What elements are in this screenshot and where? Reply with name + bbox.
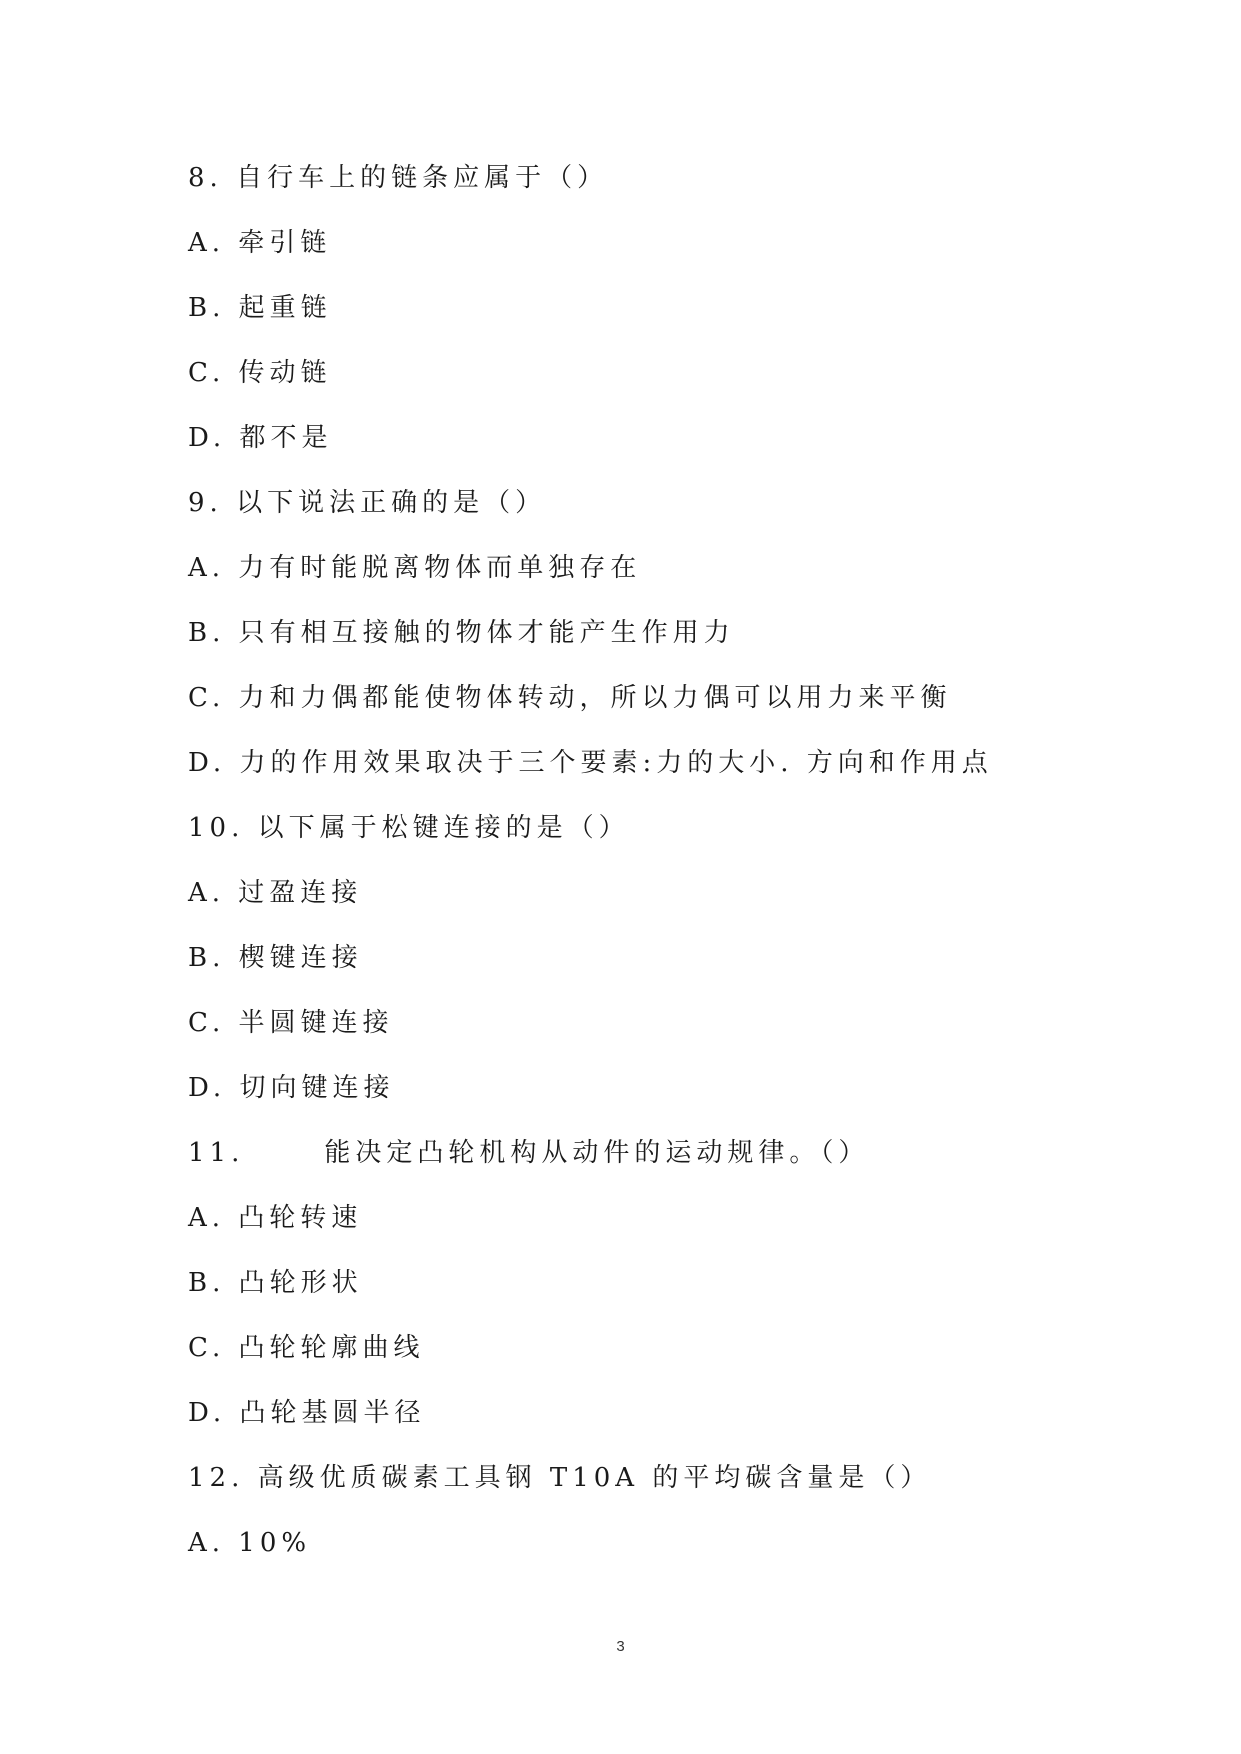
- answer-option: C. 力和力偶都能使物体转动，所以力偶可以用力来平衡: [188, 683, 952, 713]
- answer-option: A. 过盈连接: [188, 878, 363, 908]
- answer-option: D. 切向键连接: [188, 1073, 395, 1103]
- answer-option: A. 凸轮转速: [188, 1203, 363, 1233]
- question-stem: 9. 以下说法正确的是（）: [188, 488, 547, 518]
- question-stem: [188, 1135, 1148, 1200]
- answer-option: C. 传动链: [188, 358, 332, 388]
- answer-option: C. 凸轮轮廓曲线: [188, 1333, 425, 1363]
- question-stem: 10. 以下属于松键连接的是（）: [188, 813, 630, 843]
- question-number: 11.: [188, 1138, 245, 1168]
- answer-option: B. 凸轮形状: [188, 1268, 363, 1298]
- question-stem: 12. 高级优质碳素工具钢 T10A 的平均碳含量是（）: [188, 1463, 932, 1493]
- answer-option: D. 都不是: [188, 423, 333, 453]
- answer-option: D. 力的作用效果取决于三个要素:力的大小. 方向和作用点: [188, 748, 993, 778]
- question-text: 能决定凸轮机构从动件的运动规律。（）: [324, 1138, 870, 1168]
- answer-option: D. 凸轮基圆半径: [188, 1398, 426, 1428]
- page-number: 3: [616, 1638, 625, 1655]
- question-list: [188, 160, 1148, 1590]
- question-stem: 8. 自行车上的链条应属于（）: [188, 163, 609, 193]
- answer-option: A. 10%: [188, 1528, 312, 1558]
- answer-option: B. 楔键连接: [188, 943, 363, 973]
- answer-option: A. 力有时能脱离物体而单独存在: [188, 553, 642, 583]
- answer-option: A. 牵引链: [188, 228, 332, 258]
- answer-option: B. 只有相互接触的物体才能产生作用力: [188, 618, 735, 648]
- answer-option: B. 起重链: [188, 293, 332, 323]
- answer-option: C. 半圆键连接: [188, 1008, 394, 1038]
